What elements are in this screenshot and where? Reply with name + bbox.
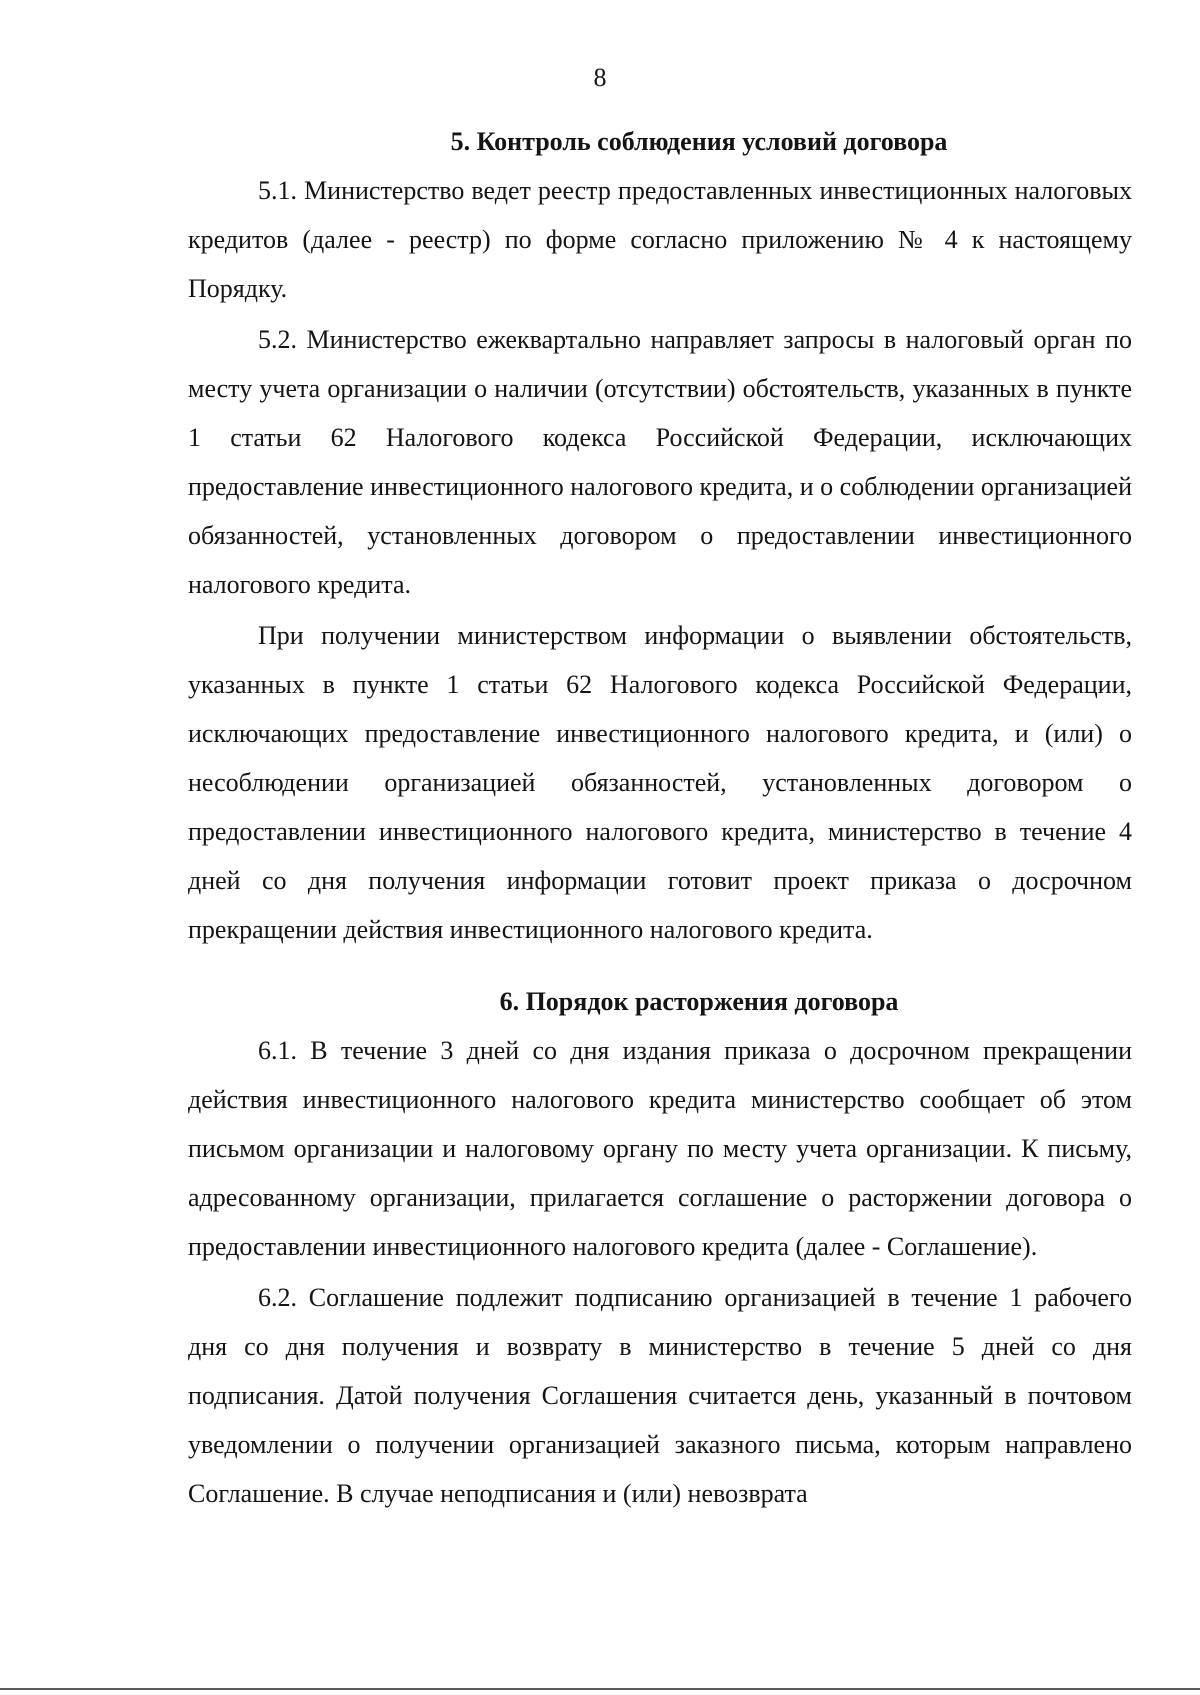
section-6-heading: 6. Порядок расторжения договора bbox=[499, 987, 899, 1016]
paragraph-5-2: 5.2. Министерство ежеквартально направляет запросы в налоговый орган по месту учета организации о наличии (отсутствии) обстоятельств, указанных в пункте 1 статьи 62 Налогового кодекса Российской Федерации, исключающих предоставление инвестиционного налогового кредита, и о соблюдении организацией обязанностей, установленных договором о предоставлении инвестиционного налогового кредита. bbox=[188, 325, 1132, 599]
paragraph-6-2: 6.2. Соглашение подлежит подписанию организацией в течение 1 рабочего дня со дня получения и возврату в министерство в течение 5 дней со дня подписания. Датой получения Соглашения считается день, указанный в почтовом уведомлении о получении организацией заказного письма, которым направлено Соглашение. В случае неподписания и (или) невозврата bbox=[188, 1283, 1132, 1508]
section-5 bbox=[188, 118, 1132, 954]
page-number: 8 bbox=[593, 63, 607, 92]
paragraph-5-1: 5.1. Министерство ведет реестр предоставленных инвестиционных налоговых кредитов (далее - реестр) по форме согласно приложению № 4 к настоящему Порядку. bbox=[188, 176, 1132, 303]
paragraph-6-1: 6.1. В течение 3 дней со дня издания приказа о досрочном прекращении действия инвестиционного налогового кредита министерство сообщает об этом письмом организации и налоговому органу по месту учета организации. К письму, адресованному организации, прилагается соглашение о расторжении договора о предоставлении инвестиционного налогового кредита (далее - Соглашение). bbox=[188, 1036, 1132, 1261]
section-5-heading: 5. Контроль соблюдения условий договора bbox=[450, 127, 948, 156]
section-6 bbox=[188, 978, 1132, 1518]
paragraph-5-2-continued: При получении министерством информации о выявлении обстоятельств, указанных в пункте 1 статьи 62 Налогового кодекса Российской Федерации, исключающих предоставление инвестиционного налогового кредита, и (или) о несоблюдении организацией обязанностей, установленных договором о предоставлении инвестиционного налогового кредита, министерство в течение 4 дней со дня получения информации готовит проект приказа о досрочном прекращении действия инвестиционного налогового кредита. bbox=[188, 621, 1132, 944]
document-body bbox=[188, 118, 1132, 1520]
bottom-scan-edge bbox=[0, 1688, 1200, 1690]
